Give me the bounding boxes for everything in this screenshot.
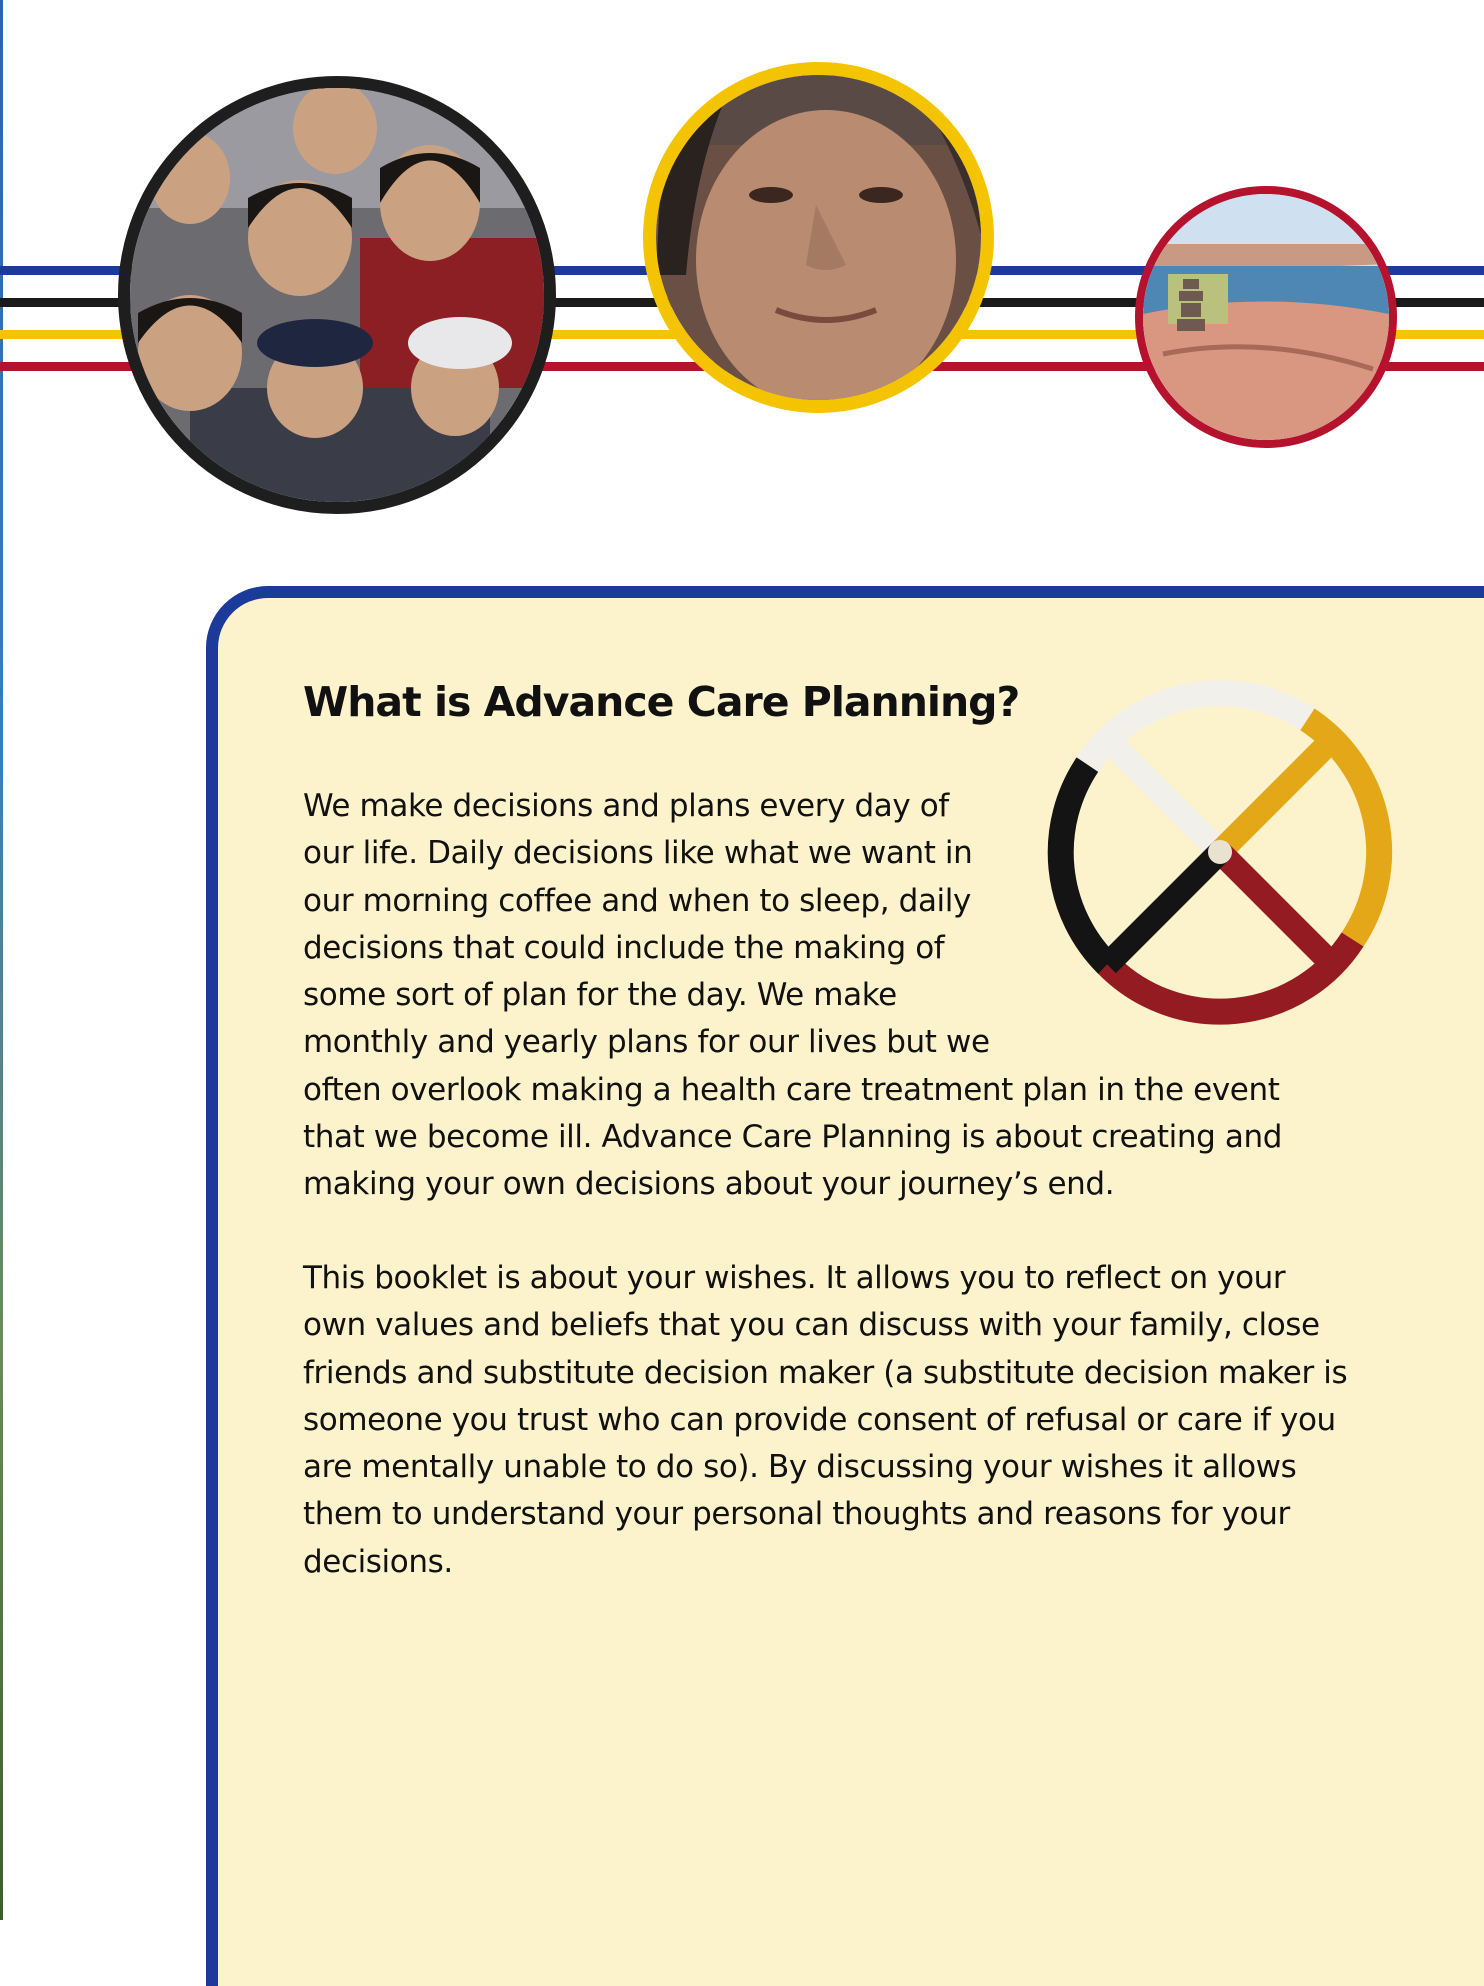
text-line: friends and substitute decision maker (a substitute decision maker is	[303, 1354, 1348, 1391]
children-group-photo	[118, 76, 556, 514]
text-line: decisions that could include the making of	[303, 929, 945, 966]
page-title: What is Advance Care Planning?	[303, 678, 1020, 726]
paragraph-intro	[303, 783, 1282, 1209]
text-line: our life. Daily decisions like what we want in	[303, 835, 973, 872]
text-line: are mentally unable to do so). By discussing your wishes it allows	[303, 1449, 1297, 1486]
text-line: decisions.	[303, 1543, 453, 1580]
text-line: them to understand your personal thoughts and reasons for your	[303, 1496, 1290, 1533]
text-line: making your own decisions about your journey’s end.	[303, 1166, 1115, 1203]
text-line: own values and beliefs that you can discuss with your family, close	[303, 1307, 1320, 1344]
text-line: This booklet is about your wishes. It allows you to reflect on your	[303, 1260, 1286, 1296]
text-line: monthly and yearly plans for our lives but we	[303, 1024, 990, 1061]
text-line: We make decisions and plans every day of	[303, 788, 949, 824]
left-edge-strip	[0, 0, 3, 1920]
text-line: that we become ill. Advance Care Planning is about creating and	[303, 1119, 1283, 1156]
text-line: someone you trust who can provide consent of refusal or care if you	[303, 1401, 1336, 1438]
text-line: our morning coffee and when to sleep, daily	[303, 882, 971, 919]
text-line: some sort of plan for the day. We make	[303, 977, 897, 1014]
text-line: often overlook making a health care treatment plan in the event	[303, 1071, 1280, 1108]
woman-portrait-photo	[643, 62, 994, 413]
rocky-shore-inukshuk-photo	[1135, 186, 1397, 448]
paragraph-booklet	[303, 1255, 1347, 1586]
